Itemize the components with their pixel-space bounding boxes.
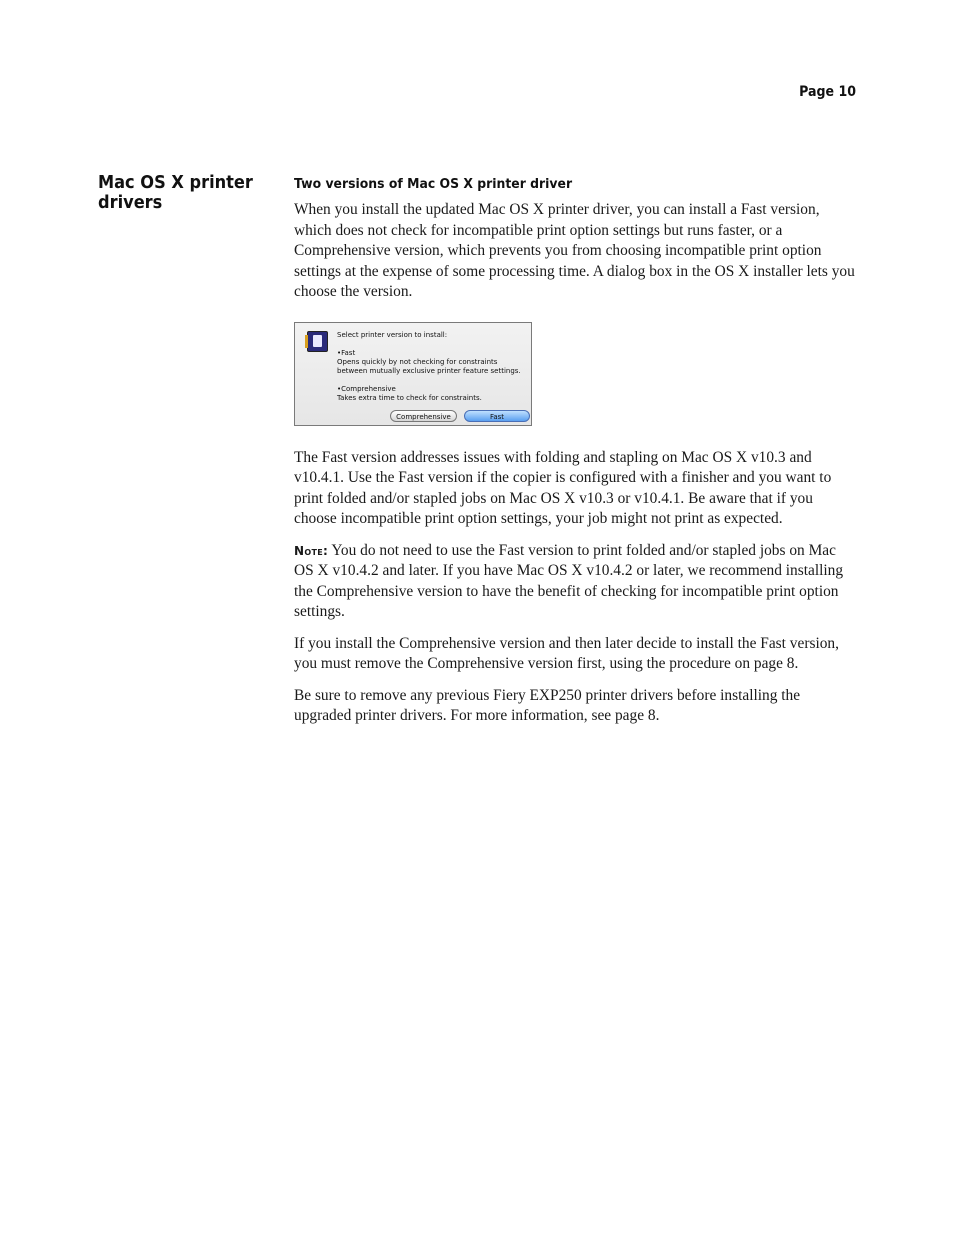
printer-installer-icon <box>307 331 328 352</box>
note-paragraph <box>294 541 856 623</box>
previous-drivers-paragraph: Be sure to remove any previous Fiery EXP250 printer drivers before installing the upgraded printer drivers. For more information, see page 8. <box>294 686 801 724</box>
section-title: Mac OS X printer drivers <box>98 172 253 213</box>
remove-paragraph: If you install the Comprehensive version and then later decide to install the Fast version, you must remove the Comprehensive version first, using the procedure on page 8. <box>294 634 839 672</box>
dialog-fast-desc-2: between mutually exclusive printer feature settings. <box>337 366 521 375</box>
dialog-comp-title: •Comprehensive <box>337 384 396 393</box>
dialog-comp-desc: Takes extra time to check for constraints. <box>337 393 482 402</box>
note-label: Note: <box>294 543 329 558</box>
dialog-fast-title: •Fast <box>337 348 356 357</box>
note-text: You do not need to use the Fast version to print folded and/or stapled jobs on Mac OS X v10.4.2 and later. If you have Mac OS X v10.4.2 or later, we recommend installing the Comprehensive version to have the benefit of checking for incompatible print option settings. <box>294 541 844 620</box>
installer-dialog-screenshot <box>294 322 532 426</box>
fast-button[interactable]: Fast <box>464 410 530 422</box>
subheading: Two versions of Mac OS X printer driver <box>294 176 573 192</box>
dialog-text <box>337 331 527 403</box>
fast-version-paragraph: The Fast version addresses issues with folding and stapling on Mac OS X v10.3 and v10.4.1. Use the Fast version if the copier is configured with a finisher and you want to print folded and/or stapled jobs on Mac OS X v10.3 or v10.4.1. Be aware that if you choose incompatible print option settings, your job might not print as expected. <box>294 448 832 527</box>
dialog-prompt: Select printer version to install: <box>337 330 448 339</box>
main-content <box>294 176 856 738</box>
dialog-fast-desc-1: Opens quickly by not checking for constraints <box>337 357 498 366</box>
page-number: Page 10 <box>799 84 856 100</box>
intro-paragraph: When you install the updated Mac OS X printer driver, you can install a Fast version, which does not check for incompatible print option settings but runs faster, or a Comprehensive version, which prevents you from choosing incompatible print option settings at the expense of some processing time. A dialog box in the OS X installer lets you choose the version. <box>294 201 855 300</box>
comprehensive-button[interactable]: Comprehensive <box>390 410 457 422</box>
